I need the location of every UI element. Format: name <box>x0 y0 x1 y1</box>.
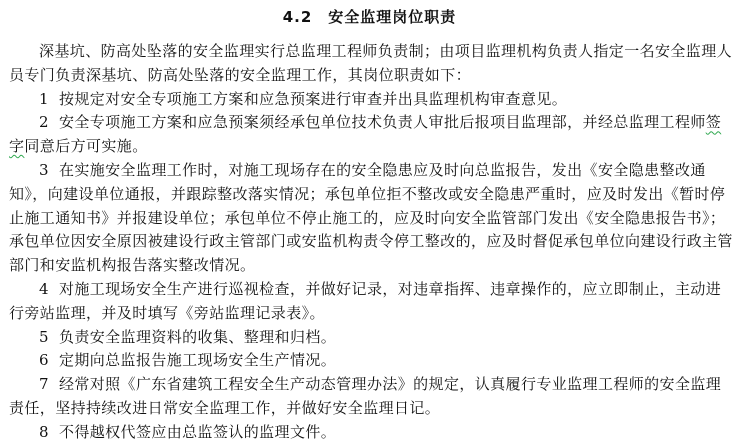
item-text: 在实施安全监理工作时，对施工现场存在的安全隐患应及时向总监报告，发出《安全隐患整改通知》，向建设单位通报，并跟踪整改落实情况；承包单位拒不整改或安全隐患严重时，应及时发出《暂时停止施工通知书》并报建设单位；承包单位不停止施工的，应及时向安全监管部门发出《安全隐患报告书》；承包单位因安全原因被建设行政主管部门或安监机构责令停工整改的，应及时督促承包单位向建设行政主管部门和安监机构报告落实整改情况。 <box>9 160 733 275</box>
section-body <box>9 40 735 445</box>
item-number: 4 <box>39 279 49 298</box>
duty-item-3 <box>9 159 735 278</box>
duty-item-6 <box>9 349 735 373</box>
spellcheck-underlined-text: 签字 <box>9 113 722 156</box>
item-number: 1 <box>39 89 49 108</box>
item-text: 对施工现场安全生产进行巡视检查，并做好记录，对违章指挥、违章操作的，应立即制止，主动进行旁站监理，并及时填写《旁站监理记录表》。 <box>9 279 722 322</box>
section-title: 安全监理岗位职责 <box>328 8 457 26</box>
item-number: 6 <box>39 351 49 370</box>
item-text: 负责安全监理资料的收集、整理和归档。 <box>58 327 337 346</box>
duty-item-8 <box>9 421 735 445</box>
item-text: 按规定对安全专项施工方案和应急预案进行审查并出具监理机构审查意见。 <box>58 89 568 108</box>
item-text: 定期向总监报告施工现场安全生产情况。 <box>58 351 337 370</box>
item-text: 不得越权代签应由总监签认的监理文件。 <box>58 422 337 441</box>
item-number: 7 <box>39 375 49 394</box>
duty-item-7 <box>9 373 735 421</box>
item-text: 经常对照《广东省建筑工程安全生产动态管理办法》的规定，认真履行专业监理工程师的安全监理责任，坚持持续改进日常安全监理工作，并做好安全监理日记。 <box>9 375 722 417</box>
section-number: 4.2 <box>282 8 313 26</box>
duty-item-2 <box>9 111 735 159</box>
item-number: 2 <box>39 113 49 132</box>
item-text: 安全专项施工方案和应急预案须经承包单位技术负责人审批后报项目监理部，并经总监理工程师 <box>58 113 706 132</box>
item-text-continued: 同意后方可实施。 <box>24 137 148 156</box>
item-number: 3 <box>39 160 49 179</box>
duty-item-5 <box>9 326 735 350</box>
section-heading <box>0 7 739 27</box>
item-number: 8 <box>39 422 49 441</box>
duty-item-4 <box>9 278 735 326</box>
duty-item-1 <box>9 88 735 112</box>
item-number: 5 <box>39 327 49 346</box>
intro-paragraph: 深基坑、防高处坠落的安全监理实行总监理工程师负责制；由项目监理机构负责人指定一名安全监理人员专门负责深基坑、防高处坠落的安全监理工作，其岗位职责如下： <box>9 42 733 84</box>
